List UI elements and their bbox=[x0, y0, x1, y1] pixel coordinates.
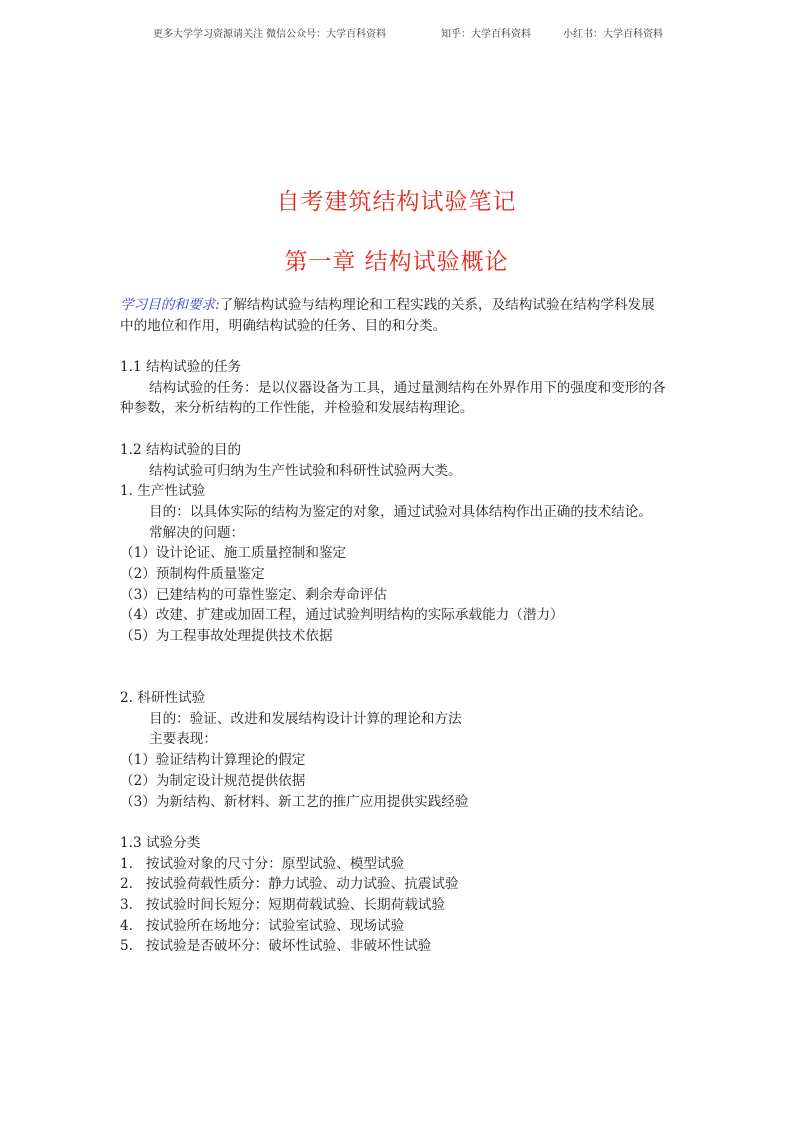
document-title: 自考建筑结构试验笔记 bbox=[276, 189, 517, 215]
intro-line bbox=[120, 295, 690, 316]
list-item: （2）为制定设计规范提供依据 bbox=[120, 772, 306, 789]
intro-text: 了解结构试验与结构理论和工程实践的关系，及结构试验在结构学科发展 bbox=[219, 297, 655, 313]
list-item: 3. 按试验时间长短分：短期荷载试验、长期荷载试验 bbox=[120, 896, 445, 913]
subheading: 1. 生产性试验 bbox=[120, 483, 206, 500]
list-item: 1. 按试验对象的尺寸分：原型试验、模型试验 bbox=[120, 855, 405, 872]
chapter-title: 第一章 结构试验概论 bbox=[284, 249, 509, 275]
header-zhihu: 知乎：大学百科资料 bbox=[441, 29, 531, 40]
header-wechat: 更多大学学习资源请关注 微信公众号：大学百科资料 bbox=[153, 29, 387, 40]
header-xiaohongshu: 小红书：大学百科资料 bbox=[563, 29, 663, 40]
paragraph: 目的：验证、改进和发展结构设计计算的理论和方法 bbox=[149, 710, 462, 727]
paragraph: 结构试验的任务：是以仪器设备为工具，通过量测结构在外界作用下的强度和变形的各 bbox=[149, 379, 666, 396]
list-item: （5）为工程事故处理提供技术依据 bbox=[120, 628, 333, 644]
list-item: （4）改建、扩建或加固工程，通过试验判明结构的实际承载能力（潜力） bbox=[120, 607, 564, 624]
paragraph: 常解决的问题： bbox=[149, 524, 245, 541]
list-item: （1）设计论证、施工质量控制和鉴定 bbox=[120, 545, 347, 562]
paragraph: 结构试验可归纳为生产性试验和科研性试验两大类。 bbox=[149, 462, 462, 479]
list-item: （1）验证结构计算理论的假定 bbox=[120, 752, 306, 769]
section-heading: 1.3 试验分类 bbox=[120, 834, 201, 851]
list-item: （2）预制构件质量鉴定 bbox=[120, 565, 265, 582]
paragraph: 目的：以具体实际的结构为鉴定的对象，通过试验对具体结构作出正确的技术结论。 bbox=[149, 503, 652, 520]
list-item: （3）为新结构、新材料、新工艺的推广应用提供实践经验 bbox=[120, 793, 469, 810]
list-item: 2. 按试验荷载性质分：静力试验、动力试验、抗震试验 bbox=[120, 876, 459, 893]
subheading: 2. 科研性试验 bbox=[120, 690, 206, 707]
document-body bbox=[120, 295, 690, 957]
list-item: 5. 按试验是否破坏分：破坏性试验、非破坏性试验 bbox=[120, 938, 432, 955]
list-item: （3）已建结构的可靠性鉴定、剩余寿命评估 bbox=[120, 586, 387, 603]
section-heading: 1.1 结构试验的任务 bbox=[120, 359, 242, 376]
section-heading: 1.2 结构试验的目的 bbox=[120, 441, 242, 458]
intro-label: 学习目的和要求: bbox=[120, 297, 220, 313]
intro-line-2: 中的地位和作用，明确结构试验的任务、目的和分类。 bbox=[120, 317, 447, 334]
paragraph: 主要表现： bbox=[149, 731, 217, 748]
paragraph: 种参数，来分析结构的工作性能，并检验和发展结构理论。 bbox=[120, 400, 474, 417]
list-item: 4. 按试验所在场地分：试验室试验、现场试验 bbox=[120, 917, 405, 934]
